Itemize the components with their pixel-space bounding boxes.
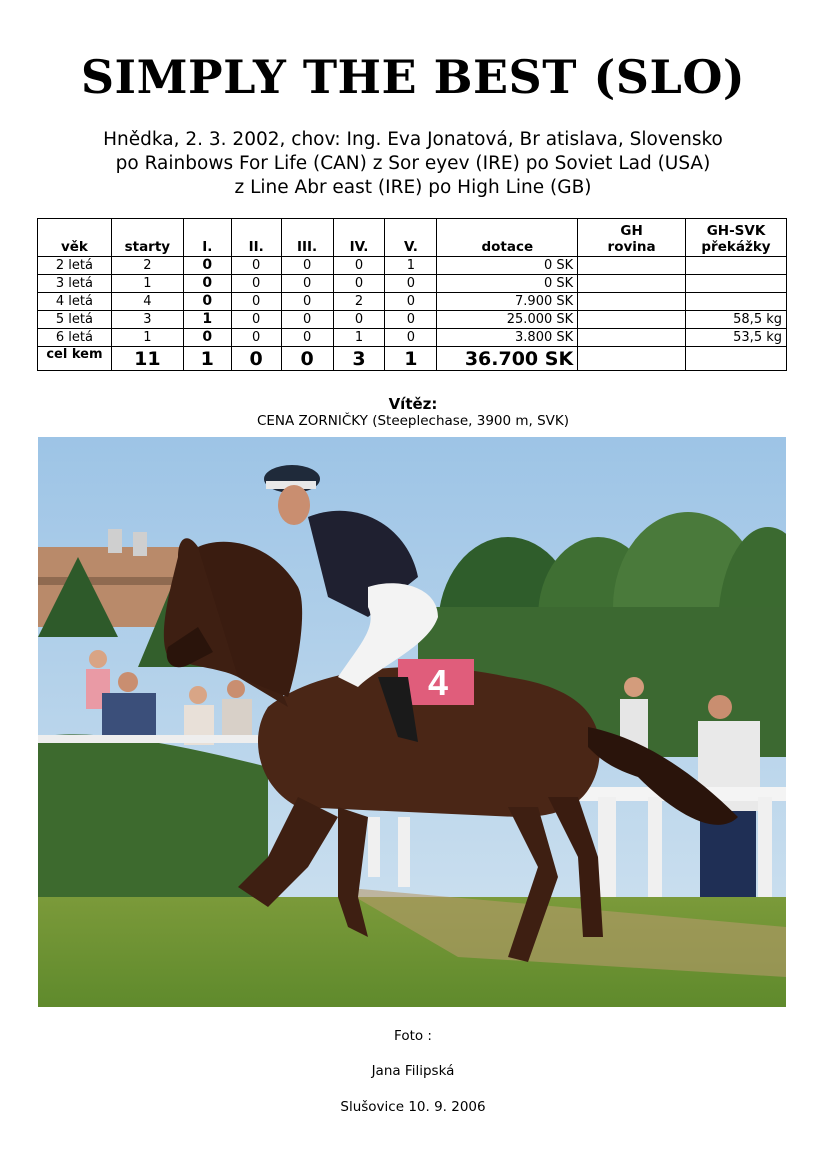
cell-place-2: 0	[231, 329, 281, 347]
cell-place-3: 0	[281, 329, 333, 347]
header-gh	[578, 219, 686, 257]
cell-starts: 3	[111, 311, 183, 329]
header-place-3: III.	[281, 219, 333, 257]
total-place-5: 1	[385, 347, 437, 371]
cell-place-4: 0	[333, 311, 385, 329]
cell-gh-svk: 53,5 kg	[686, 329, 787, 347]
cell-prize: 0 SK	[437, 275, 578, 293]
photo-credit-label: Foto :	[394, 1028, 432, 1044]
photographer-name: Jana Filipská	[371, 1063, 455, 1079]
table-total-row	[38, 347, 787, 371]
table-row	[38, 275, 787, 293]
cell-place-3: 0	[281, 293, 333, 311]
table-row	[38, 311, 787, 329]
total-gh	[578, 347, 686, 371]
cell-gh-svk	[686, 257, 787, 275]
race-name: CENA ZORNIČKY (Steeplechase, 3900 m, SVK)	[256, 413, 570, 429]
cell-place-5: 0	[385, 275, 437, 293]
table-row	[38, 257, 787, 275]
cell-prize: 25.000 SK	[437, 311, 578, 329]
cell-prize: 3.800 SK	[437, 329, 578, 347]
header-gh-line-2: rovina	[607, 239, 656, 255]
pedigree-info	[0, 128, 826, 200]
header-gh-svk-line-2: překážky	[701, 239, 771, 255]
total-gh-svk	[686, 347, 787, 371]
cell-place-1: 0	[183, 257, 231, 275]
header-gh-svk-line-1: GH-SVK	[706, 223, 766, 239]
total-starts: 11	[111, 347, 183, 371]
cell-place-5: 0	[385, 293, 437, 311]
cell-gh-svk: 58,5 kg	[686, 311, 787, 329]
cell-place-4: 2	[333, 293, 385, 311]
cell-age: 5 letá	[38, 311, 112, 329]
winner-label: Vítěz:	[388, 395, 438, 413]
cell-place-3: 0	[281, 275, 333, 293]
cell-place-5: 0	[385, 329, 437, 347]
cell-place-1: 1	[183, 311, 231, 329]
cell-place-4: 1	[333, 329, 385, 347]
cell-place-5: 1	[385, 257, 437, 275]
cell-age: 3 letá	[38, 275, 112, 293]
cell-place-5: 0	[385, 311, 437, 329]
header-gh-line-1: GH	[620, 223, 643, 239]
total-place-4: 3	[333, 347, 385, 371]
header-age: věk	[38, 219, 112, 257]
header-prize: dotace	[437, 219, 578, 257]
cell-place-2: 0	[231, 257, 281, 275]
cell-starts: 1	[111, 329, 183, 347]
total-place-3: 0	[281, 347, 333, 371]
cell-place-2: 0	[231, 293, 281, 311]
cell-gh	[578, 329, 686, 347]
cell-age: 2 letá	[38, 257, 112, 275]
table-row	[38, 329, 787, 347]
cell-gh	[578, 257, 686, 275]
cell-place-3: 0	[281, 311, 333, 329]
header-place-4: IV.	[333, 219, 385, 257]
header-place-2: II.	[231, 219, 281, 257]
race-photo	[38, 437, 786, 1007]
cell-age: 6 letá	[38, 329, 112, 347]
hedge	[38, 734, 268, 907]
cell-place-4: 0	[333, 257, 385, 275]
cell-gh	[578, 275, 686, 293]
cell-prize: 0 SK	[437, 257, 578, 275]
place-and-date: Slušovice 10. 9. 2006	[340, 1099, 486, 1115]
header-place-5: V.	[385, 219, 437, 257]
cell-gh	[578, 293, 686, 311]
cell-gh	[578, 311, 686, 329]
cell-prize: 7.900 SK	[437, 293, 578, 311]
cell-place-1: 0	[183, 329, 231, 347]
total-place-2: 0	[231, 347, 281, 371]
total-label: cel kem	[38, 347, 112, 371]
cell-place-3: 0	[281, 257, 333, 275]
cell-place-1: 0	[183, 293, 231, 311]
header-place-1: I.	[183, 219, 231, 257]
pedigree-line-2: po Rainbows For Life (CAN) z Sor eyev (IRE) po Soviet Lad (USA)	[115, 153, 711, 174]
header-gh-svk	[686, 219, 787, 257]
race-record-table	[37, 218, 787, 371]
saddle-number: 4	[427, 662, 449, 703]
pedigree-line-3: z Line Abr east (IRE) po High Line (GB)	[234, 177, 592, 198]
header-starts: starty	[111, 219, 183, 257]
cell-starts: 1	[111, 275, 183, 293]
cell-starts: 4	[111, 293, 183, 311]
cell-place-4: 0	[333, 275, 385, 293]
cell-gh-svk	[686, 275, 787, 293]
pedigree-line-1: Hnědka, 2. 3. 2002, chov: Ing. Eva Jonatová, Br atislava, Slovensko	[103, 129, 723, 150]
table-row	[38, 293, 787, 311]
page-title: SIMPLY THE BEST (SLO)	[80, 50, 746, 104]
table-header-row	[38, 219, 787, 257]
total-prize: 36.700 SK	[437, 347, 578, 371]
cell-place-1: 0	[183, 275, 231, 293]
cell-place-2: 0	[231, 311, 281, 329]
cell-age: 4 letá	[38, 293, 112, 311]
total-place-1: 1	[183, 347, 231, 371]
cell-gh-svk	[686, 293, 787, 311]
cell-starts: 2	[111, 257, 183, 275]
cell-place-2: 0	[231, 275, 281, 293]
